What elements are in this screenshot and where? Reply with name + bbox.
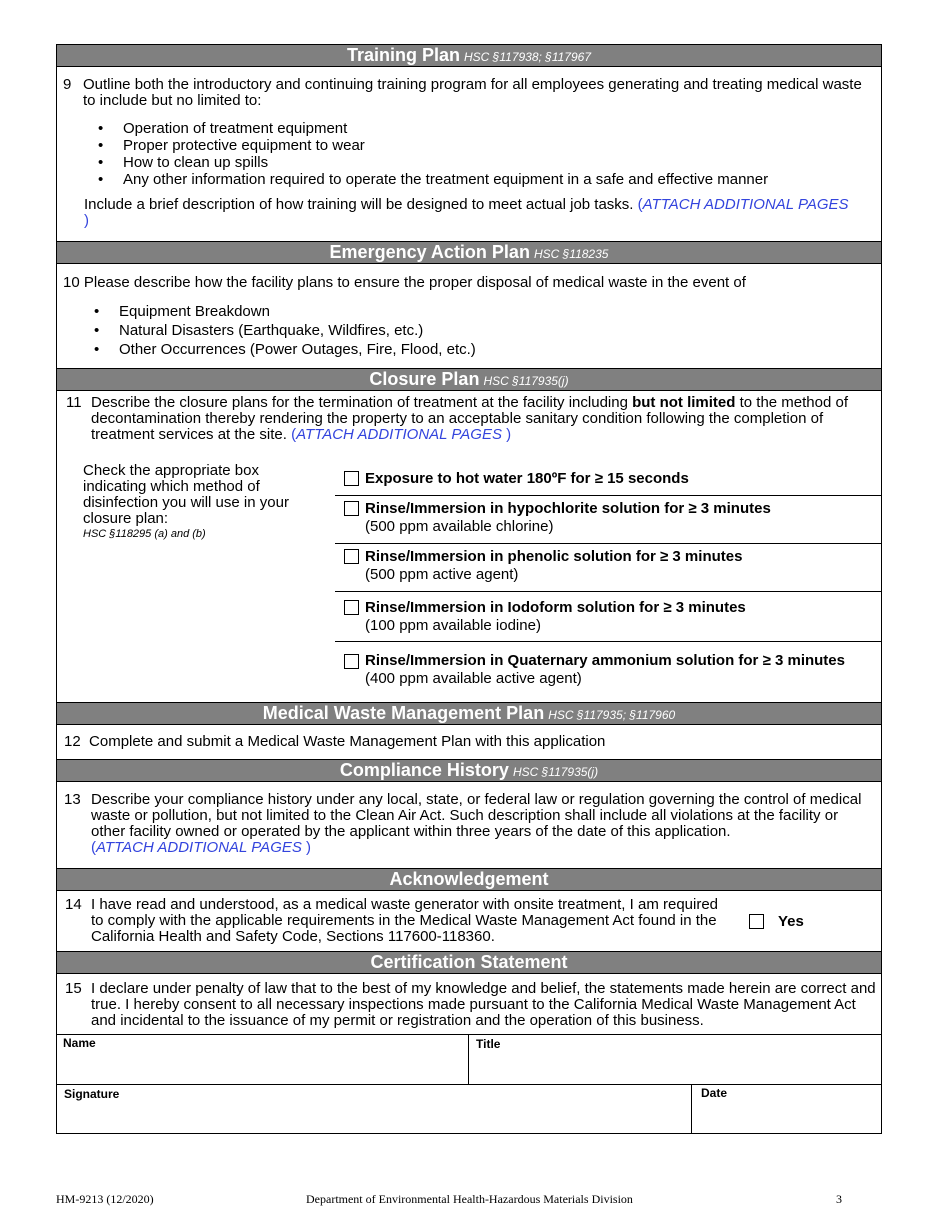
iodoform-checkbox[interactable] — [344, 600, 359, 615]
closure-question: Describe the closure plans for the termination of treatment at the facility including but not limited to the method of decontamination thereby rendering the property to an acceptable sanitary condition following the completion of treatment services at the site. (ATTACH ADDITIONAL PAGES ) — [91, 394, 849, 443]
hot-water-checkbox[interactable] — [344, 471, 359, 486]
training-plan-section — [57, 67, 881, 241]
training-plan-header: Training Plan HSC §117938; §117967 — [57, 45, 881, 67]
option-phenolic: Rinse/Immersion in phenolic solution for ≥ 3 minutes (500 ppm active agent) — [335, 544, 881, 592]
list-item: • Natural Disasters (Earthquake, Wildfires, etc.) — [119, 321, 859, 340]
training-bullets — [123, 120, 863, 188]
emergency-plan-header: Emergency Action Plan HSC §118235 — [57, 241, 881, 264]
certification-section — [57, 974, 881, 1034]
cert-number: 15 — [65, 980, 82, 997]
disinfection-instructions: Check the appropriate box indicating which method of disinfection you will use in your closure plan: HSC §118295 (a) and (b) — [83, 462, 289, 540]
department-name: Department of Environmental Health-Hazardous Materials Division — [306, 1192, 633, 1206]
application-form — [56, 44, 882, 1134]
acknowledgement-section — [57, 891, 881, 951]
list-item: • Equipment Breakdown — [119, 302, 859, 321]
emergency-plan-section — [57, 264, 881, 368]
ack-yes-label: Yes — [778, 913, 804, 930]
compliance-section — [57, 782, 881, 868]
attach-pages-link[interactable]: ATTACH ADDITIONAL PAGES — [642, 196, 849, 213]
compliance-question: Describe your compliance history under any local, state, or federal law or regulation governing the control of medical waste or pollution, but not limited to the Clean Air Act. Such description shall include all violations at the facility or other facility owned or operated by the applicant within three years of the date of this application. (ATTACH ADDITIONAL PAGES ) — [91, 791, 862, 856]
training-question: 9 — [63, 76, 72, 93]
training-intro: Outline both the introductory and continuing training program for all employees generating and treating medical waste to include but no limited to: — [83, 76, 862, 109]
compliance-header: Compliance History HSC §117935(j) — [57, 759, 881, 782]
closure-number: 11 — [66, 394, 82, 411]
option-quaternary: Rinse/Immersion in Quaternary ammonium solution for ≥ 3 minutes (400 ppm available active agent) — [335, 642, 881, 702]
attach-pages-link[interactable]: ATTACH ADDITIONAL PAGES — [96, 839, 302, 856]
mwmp-question: 12 Complete and submit a Medical Waste Management Plan with this application — [64, 733, 606, 750]
training-note: Include a brief description of how training will be designed to meet actual job tasks. (ATTACH ADDITIONAL PAGES ) — [84, 196, 849, 229]
acknowledgement-header: Acknowledgement — [57, 868, 881, 891]
signature-field[interactable]: Signature — [57, 1085, 692, 1133]
ack-yes-checkbox[interactable] — [749, 914, 764, 929]
form-id: HM-9213 (12/2020) — [56, 1192, 154, 1206]
list-item: • Other Occurrences (Power Outages, Fire, Flood, etc.) — [119, 340, 859, 359]
attach-pages-link[interactable]: ATTACH ADDITIONAL PAGES — [296, 426, 502, 443]
option-hypochlorite: Rinse/Immersion in hypochlorite solution for ≥ 3 minutes (500 ppm available chlorine) — [335, 496, 881, 544]
list-item: • How to clean up spills — [123, 154, 863, 171]
mwmp-header: Medical Waste Management Plan HSC §117935; §117960 — [57, 702, 881, 725]
closure-plan-header: Closure Plan HSC §117935(j) — [57, 368, 881, 391]
name-title-row — [57, 1034, 881, 1084]
phenolic-checkbox[interactable] — [344, 549, 359, 564]
date-field[interactable]: Date — [701, 1086, 728, 1100]
emergency-question: 10 Please describe how the facility plans to ensure the proper disposal of medical waste in the event of — [63, 274, 746, 291]
quaternary-checkbox[interactable] — [344, 654, 359, 669]
hypochlorite-checkbox[interactable] — [344, 501, 359, 516]
list-item: • Operation of treatment equipment — [123, 120, 863, 137]
ack-text: I have read and understood, as a medical waste generator with onsite treatment, I am required to comply with the applicable requirements in the Medical Waste Management Act found in the California Health and Safety Code, Sections 117600-118360. — [91, 896, 719, 945]
list-item: • Any other information required to operate the treatment equipment in a safe and effective manner — [123, 171, 863, 188]
emergency-bullets — [119, 302, 859, 359]
cert-text: I declare under penalty of law that to the best of my knowledge and belief, the statements made herein are correct and true. I hereby consent to all necessary inspections made pursuant to the California Medical Waste Management Act and incidental to the issuance of my permit or registration and the operation of this business. — [91, 980, 876, 1029]
option-iodoform: Rinse/Immersion in Iodoform solution for ≥ 3 minutes (100 ppm available iodine) — [335, 592, 881, 642]
mwmp-section — [57, 725, 881, 759]
ack-number: 14 — [65, 896, 82, 913]
signature-date-row — [57, 1084, 881, 1133]
compliance-number: 13 — [64, 791, 81, 808]
certification-header: Certification Statement — [57, 951, 881, 974]
title-field[interactable]: Title — [476, 1037, 501, 1051]
list-item: • Proper protective equipment to wear — [123, 137, 863, 154]
closure-plan-section — [57, 391, 881, 702]
name-field[interactable]: Name — [57, 1035, 469, 1084]
option-hot-water: Exposure to hot water 180ºF for ≥ 15 seconds — [335, 463, 881, 496]
page-number: 3 — [836, 1192, 842, 1206]
